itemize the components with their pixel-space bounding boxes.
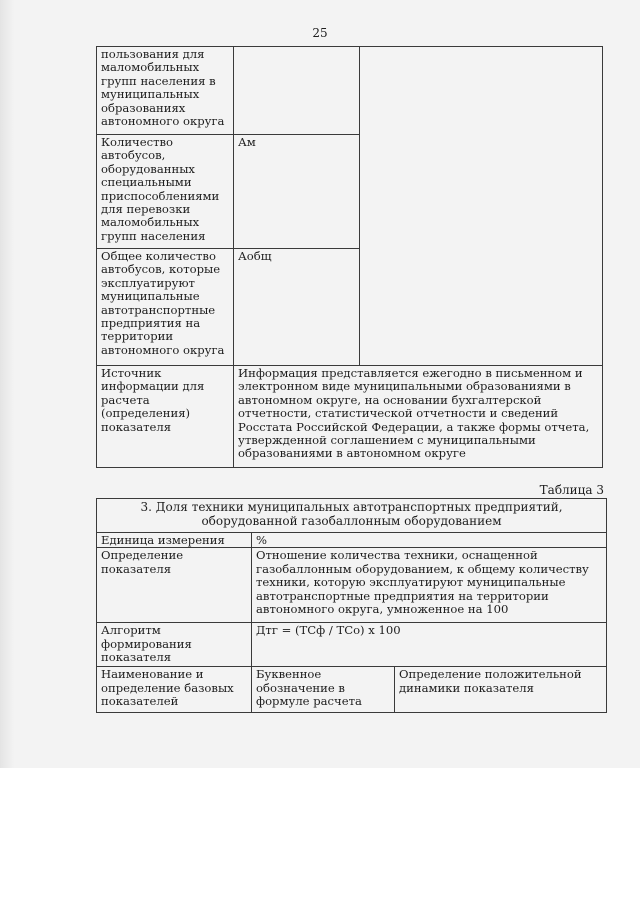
positive-dynamics-cell [360, 47, 603, 366]
definition-label: Определение показателя [97, 548, 252, 623]
base-indicator-symbol [234, 47, 360, 135]
table-row [97, 623, 607, 667]
base-indicator-name: пользования для маломобильных групп населения в муниципальных образованиях автономного округа [97, 47, 234, 135]
unit-label: Единица измерения [97, 533, 252, 548]
table-caption: Таблица 3 [539, 483, 604, 497]
table-title: 3. Доля техники муниципальных автотранспортных предприятий, оборудованной газобаллонным оборудованием [97, 499, 607, 533]
algorithm-formula: Дтг = (ТСф / ТСо) х 100 [252, 623, 607, 667]
base-indicator-name: Количество автобусов, оборудованных специальными приспособлениями для перевозки маломобильных групп населения [97, 135, 234, 249]
table-row [97, 499, 607, 533]
table-row [97, 533, 607, 548]
table-row [97, 667, 607, 713]
table-row [97, 47, 603, 135]
table-row [97, 548, 607, 623]
base-indicator-symbol: Аобщ [234, 249, 360, 366]
base-header-dynamics: Определение положительной динамики показателя [395, 667, 607, 713]
base-indicator-symbol: Ам [234, 135, 360, 249]
page-number: 25 [312, 26, 328, 40]
source-value: Информация представляется ежегодно в письменном и электронном виде муниципальными образованиями в автономном округе, на основании бухгалтерской отчетности, статистической отчетности и сведений Росстата Российской Федерации, а также формы отчета, утвержденной соглашением с муниципальными образованиями в автономном округе [234, 366, 603, 468]
unit-value: % [252, 533, 607, 548]
base-header-symbol: Буквенное обозначение в формуле расчета [252, 667, 395, 713]
base-header-name: Наименование и определение базовых показателей [97, 667, 252, 713]
indicator-table-3 [96, 498, 607, 713]
base-indicator-name: Общее количество автобусов, которые эксплуатируют муниципальные автотранспортные предприятия на территории автономного округа [97, 249, 234, 366]
definition-value: Отношение количества техники, оснащенной газобаллонным оборудованием, к общему количеству техники, которую эксплуатируют муниципальные автотранспортные предприятия на территории автономного округа, умноженное на 100 [252, 548, 607, 623]
source-label: Источник информации для расчета (определения) показателя [97, 366, 234, 468]
table-row [97, 366, 603, 468]
indicator-table-continued [96, 46, 603, 468]
algorithm-label: Алгоритм формирования показателя [97, 623, 252, 667]
